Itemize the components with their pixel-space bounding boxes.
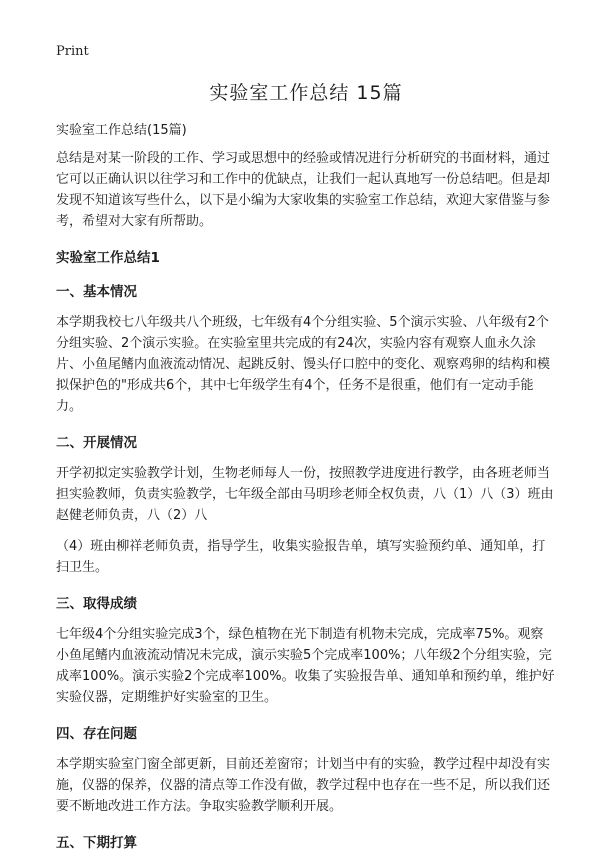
section-heading-problems: 四、存在问题	[56, 726, 137, 742]
document-title: 实验室工作总结 15篇	[209, 82, 403, 104]
section-heading-basic: 一、基本情况	[56, 284, 137, 300]
intro-paragraph: 总结是对某一阶段的工作、学习或思想中的经验或情况进行分析研究的书面材料，通过它可以正确认识以往学习和工作中的优缺点，让我们一起认真地写一份总结吧。但是却发现不知道该写些什么，以下是小编为大家收集的实验室工作总结，欢迎大家借鉴与参考，希望对大家有所帮助。	[56, 151, 551, 229]
section-paragraph: 开学初拟定实验教学计划，生物老师每人一份，按照教学进度进行教学，由各班老师当担实验教师，负责实验教学，七年级全部由马明珍老师全权负责，八（1）八（3）班由赵健老师负责，八（2）八	[56, 466, 554, 523]
section-paragraph: （4）班由柳祥老师负责，指导学生，收集实验报告单，填写实验预约单、通知单，打扫卫生。	[56, 539, 546, 575]
section-heading-plans: 五、下期打算	[56, 835, 137, 851]
section-paragraph: 七年级4个分组实验完成3个，绿色植物在光下制造有机物未完成，完成率75%。观察小鱼尾鳍内血液流动情况未完成，演示实验5个完成率100%；八年级2个分组实验，完成率100%。演示实验2个完成率100%。收集了实验报告单、通知单和预约单，维护好实验仪器，定期维护好实验室的卫生。	[56, 627, 555, 705]
article-heading: 实验室工作总结1	[56, 250, 160, 266]
document-body	[56, 78, 556, 863]
print-link[interactable]: Print	[56, 44, 89, 59]
document-subtitle: 实验室工作总结(15篇)	[56, 123, 187, 138]
section-paragraph: 本学期我校七八年级共八个班级，七年级有4个分组实验、5个演示实验、八年级有2个分组实验、2个演示实验。在实验室里共完成的有24次，实验内容有观察人血永久涂片、小鱼尾鳍内血液流动情况、起跳反射、馒头仔口腔中的变化、观察鸡卵的结构和模拟保护色的"形成共6个，其中七年级学生有4个，任务不是很重，他们有一定动手能力。	[56, 315, 551, 414]
section-paragraph: 本学期实验室门窗全部更新，目前还差窗帘；计划当中有的实验，教学过程中却没有实施，仪器的保养，仪器的清点等工作没有做，教学过程中也存在一些不足，所以我们还要不断地改进工作方法。争取实验教学顺利开展。	[56, 757, 551, 814]
section-heading-progress: 二、开展情况	[56, 435, 137, 451]
section-heading-results: 三、取得成绩	[56, 596, 137, 612]
